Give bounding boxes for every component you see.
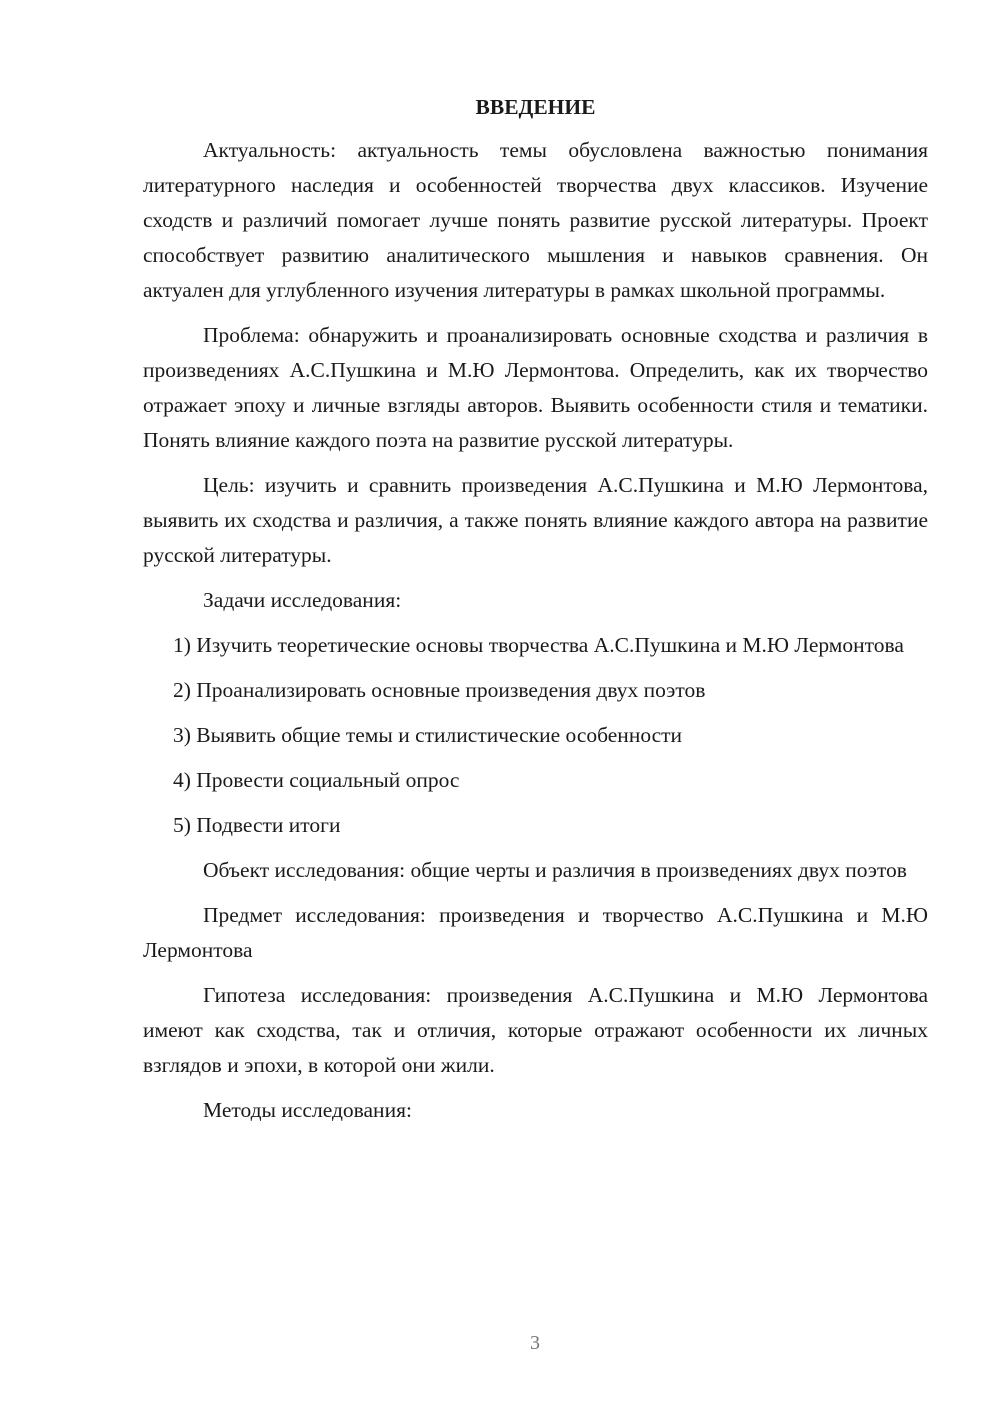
document-page (143, 90, 928, 1138)
paragraph-methods: Методы исследования: (203, 1098, 412, 1122)
paragraph-relevance: Актуальность: актуальность темы обусловлена важностью понимания литературного наследия и особенностей творчества двух классиков. Изучение сходств и различий помогает лучше понять развитие русской литературы. Проект способствует развитию аналитического мышления и навыков сравнения. Он актуален для углубленного изучения литературы в рамках школьной программы. (143, 138, 928, 302)
tasks-title: Задачи исследования: (203, 588, 402, 612)
paragraph-goal: Цель: изучить и сравнить произведения А.С.Пушкина и М.Ю Лермонтова, выявить их сходства и различия, а также понять влияние каждого автора на развитие русской литературы. (143, 473, 928, 567)
page-number: 3 (530, 1332, 540, 1354)
section-heading: ВВЕДЕНИЕ (475, 95, 596, 119)
task-item-2: 2) Проанализировать основные произведения двух поэтов (173, 678, 706, 702)
task-item-4: 4) Провести социальный опрос (173, 768, 460, 792)
paragraph-problem: Проблема: обнаружить и проанализировать основные сходства и различия в произведениях А.С.Пушкина и М.Ю Лермонтова. Определить, как их творчество отражает эпоху и личные взгляды авторов. Выявить особенности стиля и тематики. Понять влияние каждого поэта на развитие русской литературы. (143, 323, 928, 452)
paragraph-hypothesis: Гипотеза исследования: произведения А.С.Пушкина и М.Ю Лермонтова имеют как сходства, так и отличия, которые отражают особенности их личных взглядов и эпохи, в которой они жили. (143, 983, 928, 1077)
task-item-1: 1) Изучить теоретические основы творчества А.С.Пушкина и М.Ю Лермонтова (173, 633, 904, 657)
paragraph-object: Объект исследования: общие черты и различия в произведениях двух поэтов (203, 858, 907, 882)
task-item-5: 5) Подвести итоги (173, 813, 341, 837)
paragraph-subject: Предмет исследования: произведения и творчество А.С.Пушкина и М.Ю Лермонтова (143, 903, 928, 962)
task-item-3: 3) Выявить общие темы и стилистические особенности (173, 723, 683, 747)
